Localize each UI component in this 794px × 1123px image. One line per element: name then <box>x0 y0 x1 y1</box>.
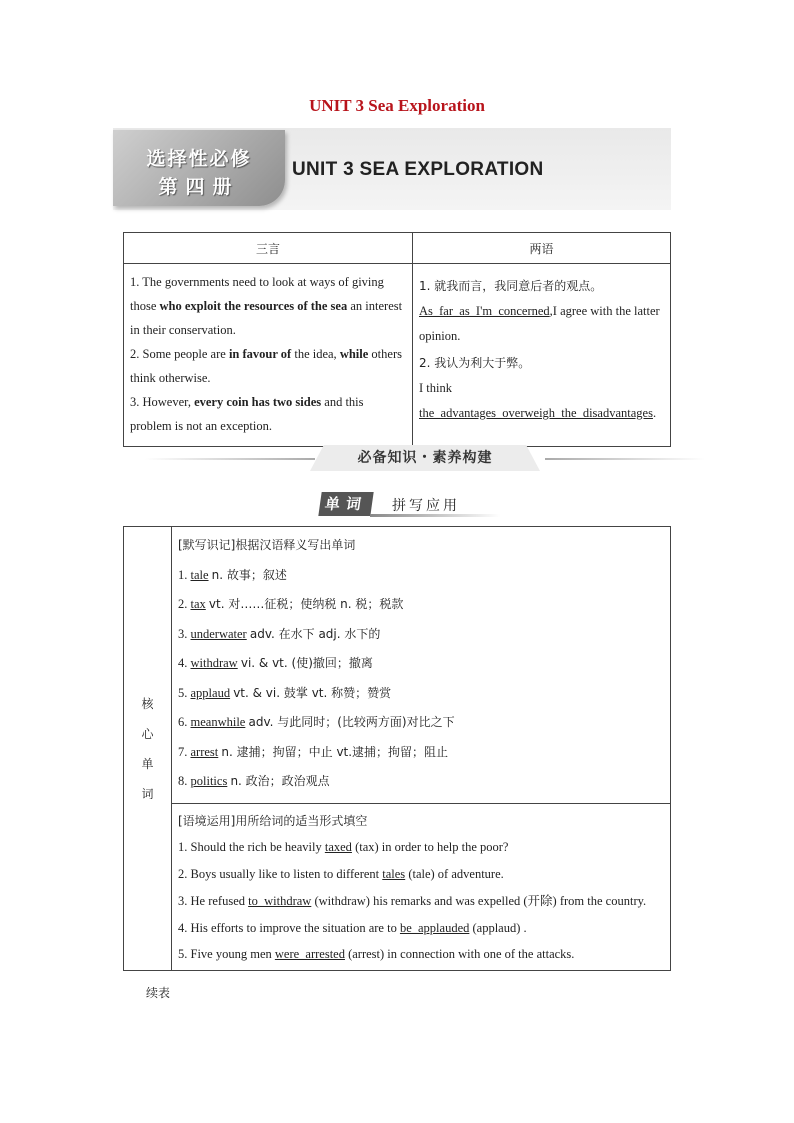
sentence-row: 1. Should the rich be heavily taxed (tax) in order to help the poor? <box>178 840 509 855</box>
badge-line-2: 第四册 <box>158 176 240 198</box>
sentence-answer: were_arrested <box>274 947 345 962</box>
word-row: 3. underwater adv. 在水下 adj. 水下的 <box>178 626 381 641</box>
continued-label: 续表 <box>146 986 171 1000</box>
s1-post: an interest in their conservation. <box>130 299 403 337</box>
word-row: 2. tax vt. 对……征税；使纳税 n. 税；税款 <box>178 597 404 611</box>
s2-bold-2: while <box>339 347 369 361</box>
page-title: UNIT 3 Sea Exploration <box>309 96 485 115</box>
banner-title: UNIT 3 SEA EXPLORATION <box>292 159 544 180</box>
s2-post: others think otherwise. <box>130 347 402 385</box>
spelling-cell <box>172 527 671 804</box>
word-row: 1. tale n. 故事；叙述 <box>178 567 287 582</box>
s2-bold-1: in favour of <box>228 347 292 361</box>
badge-line-1: 选择性必修 <box>146 148 252 170</box>
unit-banner <box>113 128 671 210</box>
word-def: n. 政治；政治观点 <box>230 774 330 788</box>
phrase-2-answer: the_advantages_overweigh_the_disadvantages <box>419 406 653 420</box>
sentence-row: 5. Five young men were_arrested (arrest) in connection with one of the attacks. <box>178 947 575 962</box>
phrase-1-answer: As_far_as_I'm_concerned <box>419 304 550 318</box>
divider-line-right <box>545 458 705 460</box>
word-row: 5. applaud vt. & vi. 鼓掌 vt. 称赞；赞赏 <box>178 685 392 700</box>
side-label <box>124 527 172 971</box>
expressions-table <box>123 232 671 447</box>
col-header-two-phrases: 两语 <box>413 233 671 264</box>
word-def: n. 逮捕；拘留；中止 vt.逮捕；拘留；阻止 <box>221 744 449 759</box>
word-row: 7. arrest n. 逮捕；拘留；中止 vt.逮捕；拘留；阻止 <box>178 744 449 759</box>
s2-mid: the idea, <box>294 347 337 361</box>
sentence-answer: be_applauded <box>399 920 470 935</box>
phrase-2-post: . <box>652 406 657 420</box>
word-row: 6. meanwhile adv. 与此同时；(比较两方面)对比之下 <box>178 715 455 729</box>
sentence-answer: to_withdraw <box>248 893 312 908</box>
sentence-answer: tales <box>382 867 406 882</box>
context-cell <box>172 803 671 971</box>
word-answer: tax <box>190 597 206 611</box>
s3-post: and this problem is not an exception. <box>130 395 364 433</box>
phrase-1-zh: 1. 就我而言，我同意后者的观点。 <box>419 279 603 293</box>
word-def: adv. 在水下 adj. 水下的 <box>249 626 381 641</box>
divider-line-left <box>145 458 315 460</box>
side-char: 单 <box>141 756 154 771</box>
part2-title: [语境运用]用所给词的适当形式填空 <box>178 813 368 828</box>
word-def: vi. & vt. (使)撤回；撤离 <box>240 656 373 670</box>
book-badge <box>113 130 285 206</box>
sentence-row: 3. He refused to_withdraw (withdraw) his remarks and was expelled (开除) from the country. <box>178 893 647 908</box>
section-divider <box>145 445 705 473</box>
section-divider-text: 必备知识・素养构建 <box>357 450 493 466</box>
sentence-row: 4. His efforts to improve the situation are to be_applauded (applaud) . <box>178 920 527 935</box>
s2-pre: 2. Some people are <box>130 347 226 361</box>
s3-bold: every coin has two sides <box>194 395 322 409</box>
word-def: n. 故事；叙述 <box>211 567 287 582</box>
phrase-2-pre: I think <box>419 381 452 395</box>
word-def: vt. & vi. 鼓掌 vt. 称赞；赞赏 <box>233 685 392 700</box>
word-label-icon: 单词 <box>318 492 373 516</box>
word-row: 4. withdraw vi. & vt. (使)撤回；撤离 <box>178 656 373 670</box>
vocab-table <box>123 526 671 971</box>
word-def: vt. 对……征税；使纳税 n. 税；税款 <box>208 597 404 611</box>
s1-bold: who exploit the resources of the sea <box>159 299 348 313</box>
word-answer: applaud <box>190 685 231 700</box>
phrase-2-zh: 2. 我认为利大于弊。 <box>419 356 531 370</box>
word-answer: underwater <box>190 626 247 641</box>
part1-title: [默写识记]根据汉语释义写出单词 <box>178 538 356 552</box>
word-answer: meanwhile <box>190 715 246 729</box>
word-answer: politics <box>190 774 228 788</box>
side-char: 心 <box>141 726 154 741</box>
phrase-2-en <box>419 376 663 426</box>
sentence-row: 2. Boys usually like to listen to different tales (tale) of adventure. <box>178 867 504 882</box>
col-header-three-sayings: 三言 <box>124 233 413 264</box>
side-char: 词 <box>141 786 154 801</box>
phrase-1-en <box>419 299 663 349</box>
word-answer: arrest <box>190 744 219 759</box>
sentence-answer: taxed <box>324 840 352 855</box>
phrase-1-rest: ,I agree with the latter opinion. <box>419 304 660 343</box>
word-row: 8. politics n. 政治；政治观点 <box>178 774 330 788</box>
s1-pre: 1. The governments need to look at ways of giving those <box>130 275 384 313</box>
sub-heading-text: 拼写应用 <box>392 498 460 514</box>
word-answer: tale <box>190 567 209 582</box>
side-char: 核 <box>141 696 154 711</box>
s3-pre: 3. However, <box>130 395 191 409</box>
sayings-cell <box>124 264 413 447</box>
phrases-cell <box>413 264 671 447</box>
sub-heading <box>320 492 510 518</box>
word-def: adv. 与此同时；(比较两方面)对比之下 <box>248 715 455 729</box>
word-answer: withdraw <box>190 656 238 670</box>
